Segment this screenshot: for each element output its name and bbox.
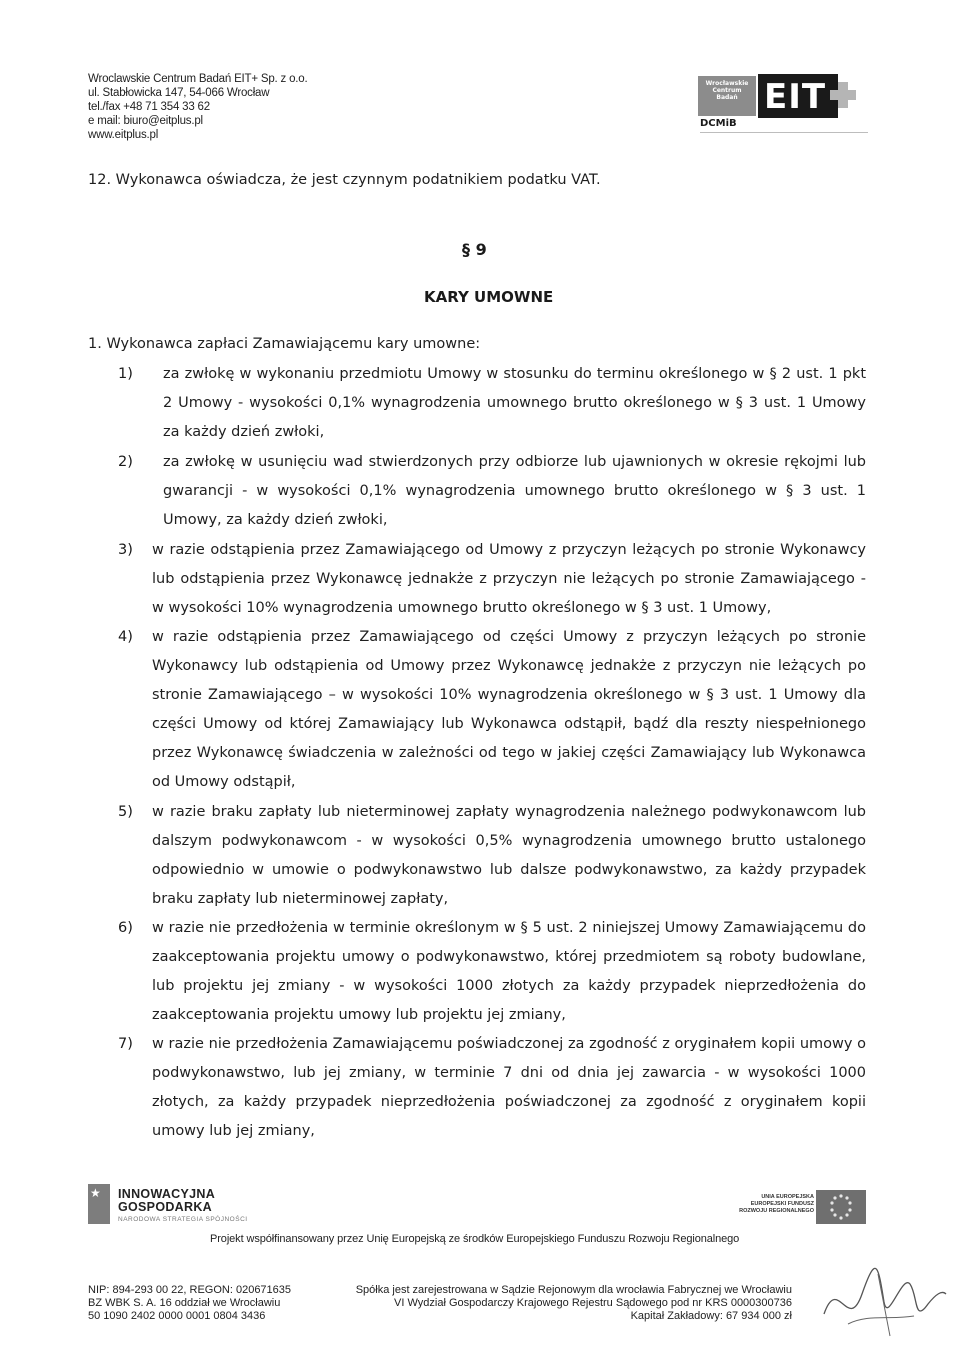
footer-bank-details: NIP: 894-293 00 22, REGON: 020671635 BZ WBK S. A. 16 oddział we Wrocławiu 50 1090 2402 0000 0001 0804 3436 — [88, 1284, 292, 1322]
list-item: w razie nie przedłożenia Zamawiającemu poświadczonej za zgodność z oryginałem kopii umowy o podwykonawstwo, lub jej zmiany, w terminie 7 dni od dnia jej zawarcia - w wysokości 1000 złotych, za każdy przypadek nieprzedłożenia poświadczonej za zgodność z oryginałem kopii umowy lub jej zmiany, — [152, 1036, 866, 1139]
ig-logo-subtitle: NARODOWA STRATEGIA SPÓJNOŚCI — [118, 1216, 248, 1223]
eu-flag-icon — [816, 1190, 866, 1224]
point-12: 12. Wykonawca oświadcza, że jest czynnym podatnikiem podatku VAT. — [88, 172, 601, 188]
list-item: za zwłokę w wykonaniu przedmiotu Umowy w stosunku do terminu określonego w § 2 ust. 1 pkt 2 Umowy - wysokości 0,1% wynagrodzenia umownego brutto określonego w § 3 ust. 1 Umowy za każdy dzień zwłoki, — [163, 366, 866, 440]
list-item: w razie nie przedłożenia w terminie określonym w § 5 ust. 2 niniejszej Umowy Zamawiającemu do zaakceptowania projektu umowy o podwykonawstwo, której przedmiotem są roboty budowlane, lub projektu jej zmiany - w wysokości 1000 złotych za każdy przypadek nieprzedłożenia do zaakceptowania projektu umowy lub projektu jej zmiany, — [152, 920, 866, 1023]
eit-logo-text: EIT — [764, 77, 827, 117]
flag-icon — [88, 1184, 110, 1224]
footer-registration-details: Spółka jest zarejestrowana w Sądzie Rejonowym dla wrocławia Fabrycznej we Wrocławiu VI Wydział Gospodarczy Krajowego Rejestru Sądowego pod nr KRS 0000300736 Kapitał Zakładowy: 67 934 000 zł — [355, 1284, 792, 1322]
list-item: w razie odstąpienia przez Zamawiającego od części Umowy z przyczyn leżących po stronie Wykonawcy lub odstąpienia od Umowy przez Wykonawcę jednakże z przyczyn nie leżących po stronie Zamawiającego – w wysokości 10% wynagrodzenia określonego w § 3 ust. 1 Umowy dla części Umowy od której Zamawiający lub Wykonawca odstąpił, bądź dla reszty niespełnionego przez Wykonawcę świadczenia w zależności od tego w jakiej części Zamawiający lub Wykonawca od Umowy odstąpił, — [152, 629, 866, 790]
company-email: e mail: biuro@eitplus.pl — [88, 115, 203, 127]
list-item: w razie odstąpienia przez Zamawiającego od Umowy z przyczyn leżących po stronie Wykonawcy lub odstąpienia przez Wykonawcę jednakże z przyczyn nie leżących po stronie Zamawiającego - w wysokości 10% wynagrodzenia umownego brutto określonego w § 3 ust. 1 Umowy, — [152, 542, 866, 616]
eu-logo-text: UNIA EUROPEJSKA EUROPEJSKI FUNDUSZ ROZWOJU REGIONALNEGO — [739, 1194, 814, 1214]
ig-logo-title: INNOWACYJNA GOSPODARKA — [118, 1187, 216, 1214]
eit-logo-box-text: Wrocławskie Centrum Badań — [705, 80, 749, 101]
company-name: Wroclawskie Centrum Badań EIT+ Sp. z o.o. — [88, 73, 308, 85]
plus-icon-bar — [830, 90, 856, 100]
star-icon: ★ — [90, 1186, 101, 1200]
item-number: 5) — [118, 804, 133, 820]
company-website: www.eitplus.pl — [88, 129, 159, 141]
list-item: w razie braku zapłaty lub nieterminowej zapłaty wynagrodzenia należnego podwykonawcom lub dalszym podwykonawcom - w wysokości 0,5% wynagrodzenia umownego brutto ustalonego odpowiednio w umowie o podwykonawstwo lub dalsze podwykonawstwo, za każdy przypadek braku zapłaty lub nieterminowej zapłaty, — [152, 804, 866, 907]
item-number: 6) — [118, 920, 133, 936]
project-cofinancing-line: Projekt współfinansowany przez Unię Europejską ze środków Europejskiego Funduszu Rozwoju Regionalnego — [210, 1233, 740, 1245]
company-street: ul. Stabłowicka 147, 54-066 Wrocław — [88, 87, 270, 99]
section-intro: 1. Wykonawca zapłaci Zamawiającemu kary umowne: — [88, 336, 481, 352]
item-number: 2) — [118, 454, 133, 470]
section-title: KARY UMOWNE — [424, 288, 554, 306]
company-address — [88, 72, 307, 142]
innowacyjna-gospodarka-logo — [88, 1180, 248, 1230]
eu-stars-icon — [816, 1190, 866, 1224]
eit-logo — [698, 74, 868, 136]
eu-logo — [738, 1188, 868, 1228]
section-number: § 9 — [462, 240, 487, 259]
item-number: 4) — [118, 629, 133, 645]
header-divider — [700, 132, 868, 133]
list-item: za zwłokę w usunięciu wad stwierdzonych przy odbiorze lub ujawnionych w okresie rękojmi lub gwarancji - w wysokości 0,1% wynagrodzenia umownego brutto określonego w § 3 ust. 1 Umowy, za każdy dzień zwłoki, — [163, 454, 866, 528]
item-number: 7) — [118, 1036, 133, 1052]
item-number: 3) — [118, 542, 133, 558]
company-phone: tel./fax +48 71 354 33 62 — [88, 101, 210, 113]
item-number: 1) — [118, 366, 133, 382]
handwritten-signature — [818, 1254, 948, 1344]
eit-logo-subtext: DCMiB — [700, 118, 737, 129]
